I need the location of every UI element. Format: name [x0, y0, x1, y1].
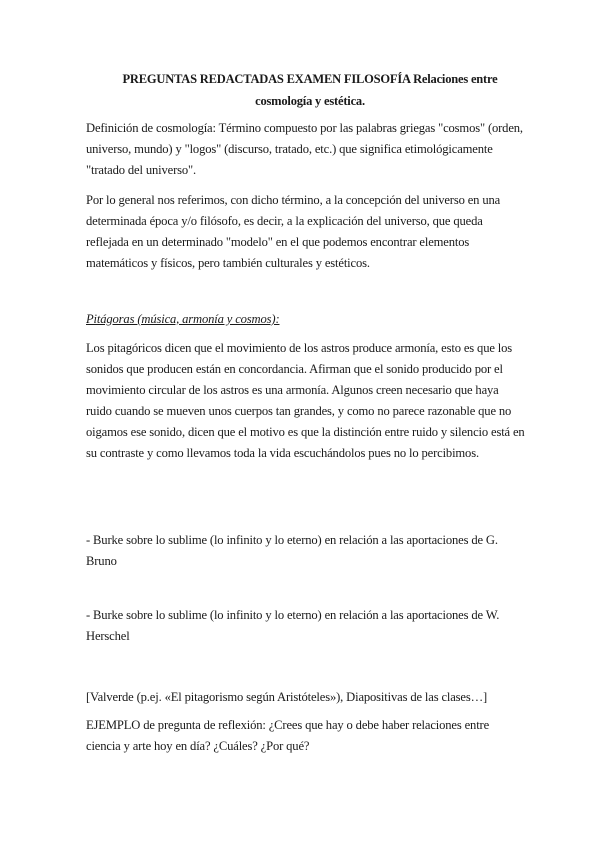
- valverde-reference: [Valverde (p.ej. «El pitagorismo según Aristóteles»), Diapositivas de las clases…]: [86, 690, 488, 704]
- burke-herschel-item: - Burke sobre lo sublime (lo infinito y lo eterno) en relación a las aportaciones de W. Herschel: [86, 608, 500, 643]
- page-title: [100, 68, 520, 112]
- title-line-2: cosmología y estética.: [255, 94, 365, 108]
- pitagoras-paragraph: Los pitagóricos dicen que el movimiento de los astros produce armonía, esto es que los sonidos que producen están en concordancia. Afirman que el sonido producido por el movimiento circular de los astros es una armonía. Algunos creen necesario que haya ruido cuando se mueven unos cuerpos tan grandes, y como no parece razonable que no oigamos ese sonido, dicen que el motivo es que la distinción entre ruido y silencio está en su contraste y como llevamos toda la vida escuchándolos pues no lo percibimos.: [86, 341, 525, 460]
- pitagoras-heading: Pitágoras (música, armonía y cosmos):: [86, 312, 280, 326]
- example-question: EJEMPLO de pregunta de reflexión: ¿Crees que hay o debe haber relaciones entre ciencia y arte hoy en día? ¿Cuáles? ¿Por qué?: [86, 718, 490, 753]
- burke-bruno-item: - Burke sobre lo sublime (lo infinito y lo eterno) en relación a las aportaciones de G. Bruno: [86, 533, 498, 568]
- title-line-1: PREGUNTAS REDACTADAS EXAMEN FILOSOFÍA Relaciones entre: [122, 72, 498, 86]
- general-paragraph: Por lo general nos referimos, con dicho término, a la concepción del universo en una determinada época y/o filósofo, es decir, a la explicación del universo, que queda reflejada en un determinado "modelo" en el que podemos encontrar elementos matemáticos y físicos, pero también culturales y estéticos.: [86, 193, 501, 270]
- definition-paragraph: Definición de cosmología: Término compuesto por las palabras griegas "cosmos" (orden, universo, mundo) y "logos" (discurso, tratado, etc.) que significa etimológicamente "tratado del universo".: [86, 121, 523, 177]
